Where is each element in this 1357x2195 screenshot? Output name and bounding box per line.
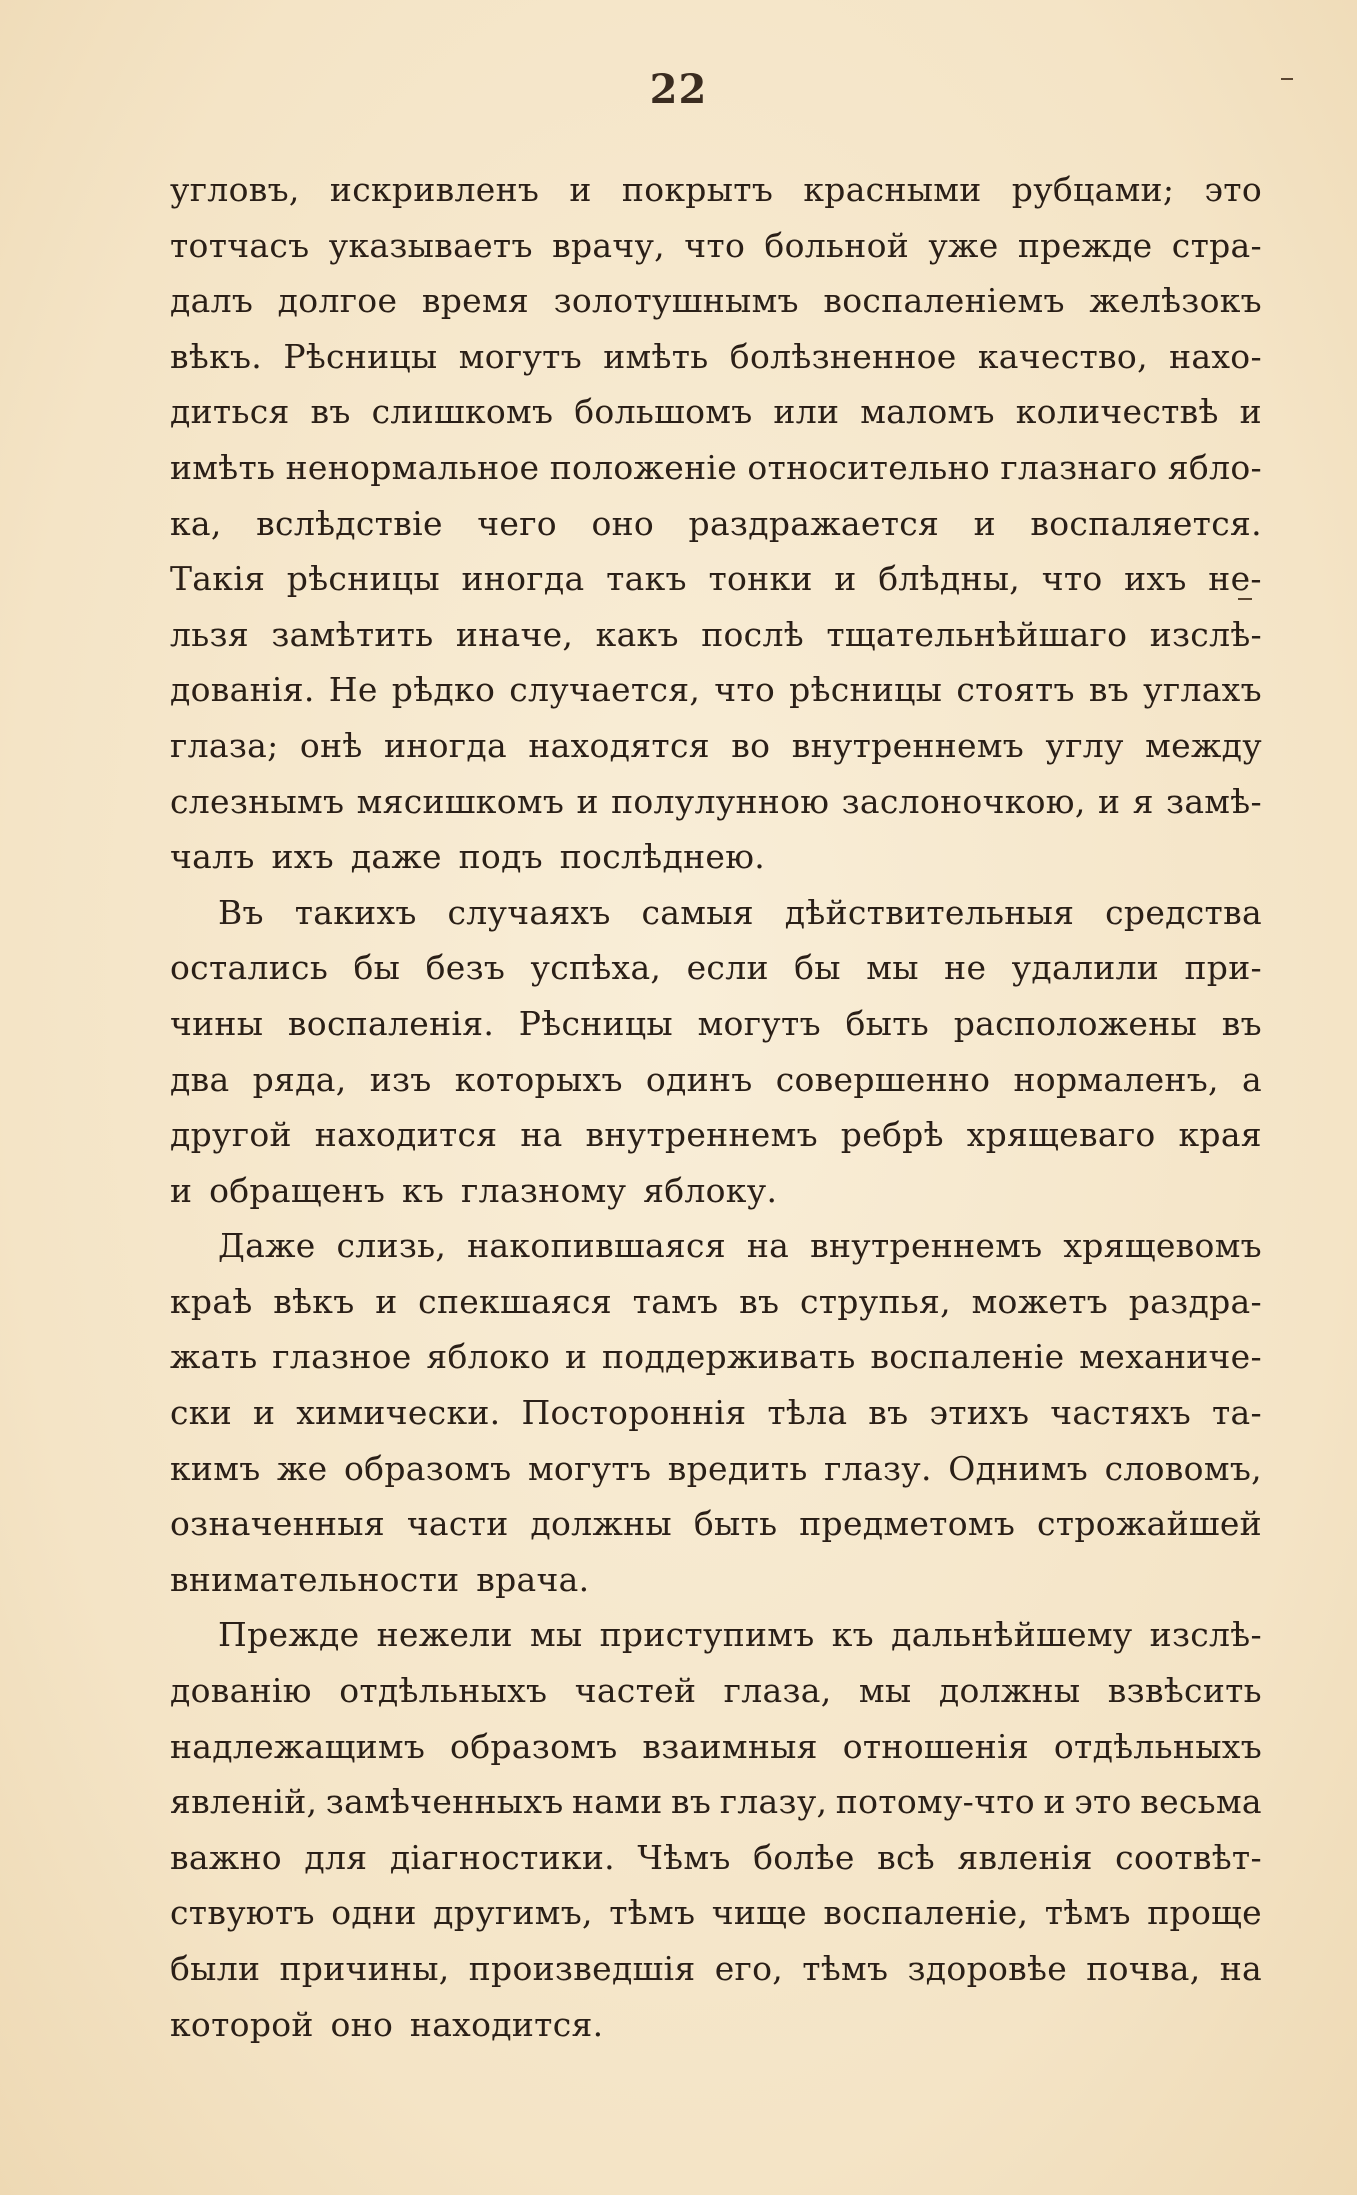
- word: что: [714, 670, 776, 710]
- word: на: [1219, 1949, 1262, 1988]
- page-number: 22: [649, 66, 708, 113]
- text-line: и обращенъ къ глазному яблоку.: [170, 1170, 778, 1210]
- word: здоровѣе: [907, 1949, 1068, 1988]
- text-line: [170, 1941, 1262, 1997]
- word: мы: [866, 948, 919, 988]
- word: всѣ: [877, 1837, 935, 1877]
- ink-speck: [1238, 598, 1252, 600]
- word: воспаленіе: [870, 1337, 1065, 1377]
- word: вѣкъ.: [170, 336, 263, 376]
- word: не: [944, 948, 987, 988]
- word: взаимныя: [642, 1726, 818, 1766]
- word: Однимъ: [948, 1448, 1089, 1488]
- word: ихъ: [1124, 559, 1187, 599]
- word: и: [576, 781, 599, 821]
- word: раздра-: [1128, 1281, 1262, 1321]
- word: онѣ: [299, 725, 363, 765]
- paragraph: [170, 885, 1262, 1219]
- word: могутъ: [458, 336, 583, 376]
- word: болѣе: [753, 1837, 855, 1877]
- word: образомъ: [450, 1726, 618, 1766]
- word: и: [569, 170, 592, 209]
- word: два: [170, 1059, 230, 1099]
- paragraph: [170, 1607, 1262, 2052]
- word: Даже: [218, 1226, 316, 1266]
- word: изслѣ-: [1149, 1615, 1262, 1655]
- word: замѣченныхъ: [325, 1782, 564, 1822]
- word: врачу,: [552, 225, 665, 265]
- word: блѣдны,: [878, 559, 1021, 599]
- text-line: [170, 440, 1262, 496]
- word: другой: [170, 1115, 292, 1155]
- word: углахъ: [1143, 670, 1262, 710]
- word: діагностики.: [389, 1837, 615, 1877]
- word: льзя: [170, 614, 249, 654]
- text-line: [170, 1885, 1262, 1941]
- word: взвѣсить: [1107, 1671, 1262, 1711]
- word: большомъ: [574, 392, 753, 432]
- text-line: [170, 718, 1262, 774]
- word: ствуютъ: [170, 1893, 315, 1933]
- word: края: [1178, 1115, 1262, 1155]
- word: воспаленіемъ: [823, 281, 1065, 321]
- text-line: [170, 162, 1262, 218]
- word: тотчасъ: [170, 225, 310, 265]
- word: части: [406, 1504, 509, 1544]
- word: самыя: [641, 892, 754, 932]
- word: маломъ: [860, 392, 995, 432]
- word: вслѣдствіе: [256, 503, 443, 543]
- word: накопившаяся: [467, 1226, 726, 1266]
- word: долгое: [277, 281, 398, 321]
- text-line: [170, 1496, 1262, 1552]
- word: можетъ: [971, 1281, 1109, 1321]
- word: къ: [831, 1615, 874, 1655]
- word: поддерживать: [602, 1337, 856, 1377]
- word: ябло-: [1167, 447, 1262, 487]
- word: такъ: [606, 559, 687, 599]
- word: средства: [1105, 892, 1262, 932]
- word: въ: [1088, 670, 1130, 710]
- word: расположены: [953, 1003, 1198, 1043]
- word: остались: [170, 948, 329, 988]
- word: химически.: [296, 1393, 501, 1433]
- word: не-: [1208, 559, 1262, 599]
- word: удалили: [1011, 948, 1160, 988]
- word: струпья,: [799, 1281, 951, 1321]
- word: Такія: [170, 559, 266, 599]
- word: въ: [310, 392, 351, 432]
- word: какъ: [595, 614, 679, 654]
- word: въ: [671, 1782, 712, 1822]
- word: отношенія: [842, 1726, 1029, 1766]
- word: указываетъ: [328, 225, 533, 265]
- word: уже: [928, 225, 999, 265]
- word: жать: [170, 1337, 258, 1377]
- text-line: [170, 1719, 1262, 1775]
- text-line: [170, 551, 1262, 607]
- word: качество,: [977, 336, 1148, 376]
- text-line: [170, 1329, 1262, 1385]
- text-line: [170, 662, 1262, 718]
- text-line: [170, 607, 1262, 663]
- word: мы: [858, 1671, 912, 1711]
- word: рубцами;: [1011, 170, 1175, 209]
- word: стра-: [1171, 225, 1262, 265]
- word: хрящевомъ: [1063, 1226, 1262, 1266]
- word: и: [834, 559, 857, 599]
- word: болѣзненное: [729, 336, 957, 376]
- word: иначе,: [455, 614, 574, 654]
- word: образомъ: [343, 1448, 512, 1488]
- word: тѣла: [767, 1393, 848, 1433]
- word: другимъ,: [433, 1893, 593, 1933]
- word: чего: [477, 503, 557, 543]
- word: явленія: [957, 1837, 1093, 1877]
- word: тѣмъ: [1044, 1893, 1131, 1933]
- word: же: [276, 1448, 328, 1488]
- word: воспаленія.: [287, 1003, 495, 1043]
- word: такихъ: [294, 892, 417, 932]
- text-line: [170, 940, 1262, 996]
- word: случается,: [509, 670, 701, 710]
- word: спекшаяся: [418, 1281, 612, 1321]
- word: означенныя: [170, 1504, 385, 1544]
- word: тщательнѣйшаго: [826, 614, 1128, 654]
- text-line: [170, 329, 1262, 385]
- word: угловъ,: [170, 170, 300, 209]
- word: явленій,: [170, 1782, 318, 1822]
- word: весьма: [1140, 1782, 1262, 1822]
- word: послѣ: [701, 614, 804, 654]
- text-line: [170, 1274, 1262, 1330]
- word: почва,: [1086, 1949, 1201, 1988]
- word: находится: [314, 1115, 498, 1155]
- word: ненормальное: [285, 447, 540, 487]
- word: частей: [574, 1671, 697, 1711]
- word: произведшія: [468, 1949, 696, 1988]
- word: безъ: [425, 948, 506, 988]
- word: внутреннемъ: [791, 725, 1025, 765]
- word: изъ: [369, 1059, 432, 1099]
- word: причины,: [279, 1949, 450, 1988]
- text-line: [170, 996, 1262, 1052]
- word: ряда,: [252, 1059, 347, 1099]
- word: внутреннемъ: [585, 1115, 818, 1155]
- word: должны: [938, 1671, 1081, 1711]
- text-line: [170, 1218, 1262, 1274]
- word: приступимъ: [599, 1615, 815, 1655]
- paragraph: [170, 162, 1262, 885]
- word: отдѣльныхъ: [1053, 1726, 1262, 1766]
- word: должны: [530, 1504, 672, 1544]
- word: Чѣмъ: [637, 1837, 731, 1877]
- word: имѣть: [603, 336, 709, 376]
- word: Рѣсницы: [283, 336, 438, 376]
- word: тѣмъ: [609, 1893, 696, 1933]
- word: далъ: [170, 281, 254, 321]
- text-line: [170, 1441, 1262, 1497]
- word: замѣтить: [271, 614, 434, 654]
- word: Прежде: [218, 1615, 360, 1655]
- word: чище: [711, 1893, 807, 1933]
- word: иногда: [461, 559, 585, 599]
- word: Постороннія: [521, 1393, 747, 1433]
- text-line: [170, 273, 1262, 329]
- text-line: [170, 1607, 1262, 1663]
- word: потому-что: [835, 1782, 1035, 1822]
- text-line: [170, 885, 1262, 941]
- word: дованія.: [170, 670, 315, 710]
- word: что: [1041, 559, 1103, 599]
- word: въ: [739, 1281, 780, 1321]
- word: успѣха,: [530, 948, 662, 988]
- word: словомъ,: [1104, 1448, 1262, 1488]
- text-line: которой оно находится.: [170, 2004, 604, 2044]
- word: рѣсницы: [789, 670, 943, 710]
- word: воспаляется.: [1030, 503, 1262, 543]
- word: глазное: [272, 1337, 412, 1377]
- text-line: [170, 384, 1262, 440]
- word: строжайшей: [1037, 1504, 1262, 1544]
- word: и: [375, 1281, 398, 1321]
- word: а: [1241, 1059, 1262, 1099]
- word: краѣ: [170, 1281, 253, 1321]
- text-line: [170, 218, 1262, 274]
- word: бы: [794, 948, 841, 988]
- word: полулунною: [611, 781, 830, 821]
- word: быть: [845, 1003, 930, 1043]
- word: чины: [170, 1003, 264, 1043]
- word: нахо-: [1169, 336, 1262, 376]
- word: слезнымъ: [170, 781, 345, 821]
- body-text: [170, 162, 1262, 2052]
- word: ски: [170, 1393, 233, 1433]
- word: оно: [591, 503, 655, 543]
- word: между: [1145, 725, 1262, 765]
- word: и: [973, 503, 996, 543]
- word: хрящеваго: [966, 1115, 1156, 1155]
- word: относительно: [747, 447, 991, 487]
- word: тѣмъ: [802, 1949, 889, 1988]
- word: одинъ: [645, 1059, 753, 1099]
- word: нормаленъ,: [1013, 1059, 1219, 1099]
- word: вѣкъ: [273, 1281, 355, 1321]
- word: частяхъ: [1050, 1393, 1192, 1433]
- word: или: [773, 392, 840, 432]
- word: и: [1043, 1782, 1066, 1822]
- word: бы: [353, 948, 401, 988]
- word: совершенно: [775, 1059, 991, 1099]
- word: дованію: [170, 1671, 312, 1711]
- word: имѣть: [170, 447, 276, 487]
- word: въ: [1221, 1003, 1262, 1043]
- text-line: [170, 1107, 1262, 1163]
- word: могутъ: [697, 1003, 821, 1043]
- word: слизь,: [336, 1226, 447, 1266]
- word: предметомъ: [799, 1504, 1016, 1544]
- text-line: [170, 774, 1262, 830]
- word: время: [421, 281, 530, 321]
- text-line: [170, 1774, 1262, 1830]
- word: положеніе: [549, 447, 738, 487]
- word: это: [1074, 1782, 1132, 1822]
- word: желѣзокъ: [1089, 281, 1262, 321]
- text-line: [170, 496, 1262, 552]
- word: механиче-: [1079, 1337, 1262, 1377]
- word: Рѣсницы: [518, 1003, 673, 1043]
- word: важно: [170, 1837, 282, 1877]
- word: тонки: [708, 559, 813, 599]
- word: золотушнымъ: [553, 281, 799, 321]
- word: замѣ-: [1166, 781, 1262, 821]
- word: что: [684, 225, 746, 265]
- text-line: внимательности врача.: [170, 1559, 590, 1599]
- word: мясишкомъ: [356, 781, 565, 821]
- word: иногда: [383, 725, 507, 765]
- word: тамъ: [632, 1281, 719, 1321]
- word: были: [170, 1949, 261, 1988]
- word: на: [520, 1115, 563, 1155]
- word: этихъ: [929, 1393, 1030, 1433]
- word: дѣйствительныя: [784, 892, 1075, 932]
- word: покрытъ: [621, 170, 774, 209]
- word: нами: [572, 1782, 663, 1822]
- ink-speck: [1281, 78, 1293, 80]
- word: глаза;: [170, 725, 279, 765]
- word: внутреннемъ: [810, 1226, 1043, 1266]
- text-line: чалъ ихъ даже подъ послѣднею.: [170, 837, 766, 877]
- word: ка,: [170, 503, 222, 543]
- word: для: [304, 1837, 368, 1877]
- word: рѣдко: [391, 670, 496, 710]
- word: отдѣльныхъ: [339, 1671, 548, 1711]
- word: Въ: [218, 892, 264, 932]
- word: изслѣ-: [1149, 614, 1262, 654]
- word: искривленъ: [329, 170, 540, 209]
- word: прежде: [1017, 225, 1153, 265]
- word: углу: [1045, 725, 1124, 765]
- word: больной: [764, 225, 910, 265]
- word: стоятъ: [956, 670, 1075, 710]
- word: заслоночкою,: [841, 781, 1086, 821]
- word: во: [731, 725, 771, 765]
- text-line: [170, 1385, 1262, 1441]
- word: глазнаго: [1000, 447, 1158, 487]
- word: вредить: [667, 1448, 808, 1488]
- text-line: [170, 1830, 1262, 1886]
- word: раздражается: [688, 503, 940, 543]
- word: находятся: [528, 725, 710, 765]
- word: случаяхъ: [447, 892, 611, 932]
- word: количествѣ: [1015, 392, 1219, 432]
- word: соотвѣт-: [1115, 1837, 1262, 1877]
- paragraph: [170, 1218, 1262, 1607]
- word: слишкомъ: [371, 392, 554, 432]
- text-line: [170, 1052, 1262, 1108]
- word: та-: [1211, 1393, 1262, 1433]
- word: ребрѣ: [840, 1115, 944, 1155]
- word: кимъ: [170, 1448, 261, 1488]
- word: глазу,: [719, 1782, 828, 1822]
- word: глазу.: [824, 1448, 932, 1488]
- text-line: [170, 1663, 1262, 1719]
- word: яблоко: [426, 1337, 551, 1377]
- word: глаза,: [723, 1671, 832, 1711]
- word: надлежащимъ: [170, 1726, 426, 1766]
- word: рѣсницы: [286, 559, 440, 599]
- word: и: [252, 1393, 276, 1433]
- word: могутъ: [527, 1448, 652, 1488]
- word: это: [1204, 170, 1262, 209]
- word: и: [564, 1337, 588, 1377]
- word: если: [686, 948, 769, 988]
- word: диться: [170, 392, 290, 432]
- word: Не: [328, 670, 378, 710]
- word: при-: [1184, 948, 1262, 988]
- word: воспаленіе,: [823, 1893, 1029, 1933]
- word: нежели: [376, 1615, 513, 1655]
- word: и: [1239, 392, 1262, 432]
- word: дальнѣйшему: [891, 1615, 1133, 1655]
- word: и: [1097, 781, 1121, 821]
- word: на: [746, 1226, 790, 1266]
- word: которыхъ: [454, 1059, 623, 1099]
- word: одни: [331, 1893, 417, 1933]
- word: мы: [529, 1615, 583, 1655]
- word: въ: [868, 1393, 909, 1433]
- word: я: [1132, 781, 1154, 821]
- word: проще: [1147, 1893, 1262, 1933]
- word: быть: [693, 1504, 778, 1544]
- word: его,: [714, 1949, 784, 1988]
- word: красными: [803, 170, 982, 209]
